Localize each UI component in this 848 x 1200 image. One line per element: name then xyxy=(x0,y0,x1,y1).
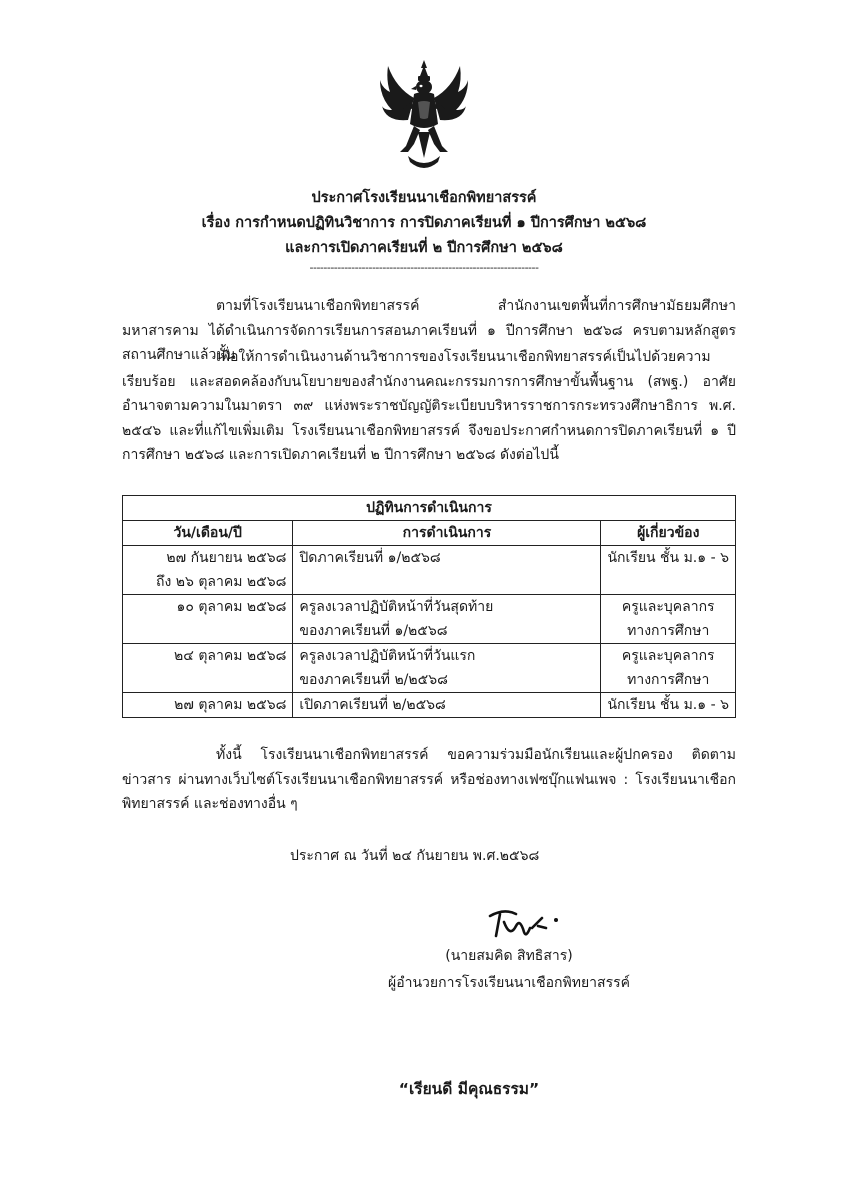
column-header-who: ผู้เกี่ยวข้อง xyxy=(601,521,736,546)
body-paragraph-2: เพื่อให้การดำเนินงานด้านวิชาการของโรงเรียนนาเชือกพิทยาสรรค์เป็นไปด้วยความเรียบร้อย และสอดคล้องกับนโยบายของสำนักงานคณะกรรมการการศึกษาขั้นพื้นฐาน (สพฐ.) อาศัยอำนาจตามความในมาตรา ๓๙ แห่งพระราชบัญญัติระเบียบบริหารราชการกระทรวงศึกษาธิการ พ.ศ. ๒๕๔๖ และที่แก้ไขเพิ่มเติม โรงเรียนนาเชือกพิทยาสรรค์ จึงขอประกาศกำหนดการปิดภาคเรียนที่ ๑ ปีการศึกษา ๒๕๖๘ และการเปิดภาคเรียนที่ ๒ ปีการศึกษา ๒๕๖๘ ดังต่อไปนี้ xyxy=(122,349,736,463)
table-cell-action xyxy=(293,644,601,693)
table-cell-action xyxy=(293,595,601,644)
who-line: นักเรียน ชั้น ม.๑ - ๖ xyxy=(607,550,729,566)
table-cell-date xyxy=(123,693,293,718)
action-line: ของภาคเรียนที่ ๒/๒๕๖๘ xyxy=(299,672,448,688)
table-cell-who xyxy=(601,693,736,718)
table-cell-action xyxy=(293,693,601,718)
signer-name: (นายสมคิด สิทธิสาร) xyxy=(445,948,573,964)
table-cell-who xyxy=(601,644,736,693)
who-line: ทางการศึกษา xyxy=(627,623,710,639)
who-line: ทางการศึกษา xyxy=(627,672,710,688)
signature-icon xyxy=(486,904,566,944)
action-line: ครูลงเวลาปฏิบัติหน้าที่วันแรก xyxy=(299,648,476,664)
who-line: ครูและบุคลากร xyxy=(621,599,715,615)
announcement-subject: เรื่อง การกำหนดปฏิทินวิชาการ การปิดภาคเรียนที่ ๑ ปีการศึกษา ๒๕๖๘ xyxy=(201,215,647,231)
date-line: ถึง ๒๖ ตุลาคม ๒๕๖๘ xyxy=(156,574,287,590)
action-line: ปิดภาคเรียนที่ ๑/๒๕๖๘ xyxy=(299,550,441,566)
table-title-row xyxy=(123,496,736,521)
announcement-title: ประกาศโรงเรียนนาเชือกพิทยาสรรค์ xyxy=(311,190,537,206)
date-line: ๒๔ ตุลาคม ๒๕๖๘ xyxy=(174,648,287,664)
table-cell-who xyxy=(601,595,736,644)
body-paragraph-3: ทั้งนี้ โรงเรียนนาเชือกพิทยาสรรค์ ขอความร่วมมือนักเรียนและผู้ปกครอง ติดตามข่าวสาร ผ่านทางเว็บไซต์โรงเรียนนาเชือกพิทยาสรรค์ หรือช่องทางเฟซบุ๊กแฟนเพจ : โรงเรียนนาเชือกพิทยาสรรค์ และช่องทางอื่น ๆ xyxy=(122,747,736,812)
announcement-subject-line2: และการเปิดภาคเรียนที่ ๒ ปีการศึกษา ๒๕๖๘ xyxy=(285,240,563,256)
action-line: ของภาคเรียนที่ ๑/๒๕๖๘ xyxy=(299,623,448,639)
action-line: ครูลงเวลาปฏิบัติหน้าที่วันสุดท้าย xyxy=(299,599,494,615)
date-line: ๑๐ ตุลาคม ๒๕๖๘ xyxy=(176,599,287,615)
who-line: ครูและบุคลากร xyxy=(621,648,715,664)
column-header-date: วัน/เดือน/ปี xyxy=(123,521,293,546)
table-row xyxy=(123,595,736,644)
column-header-action: การดำเนินการ xyxy=(293,521,601,546)
date-line: ๒๗ กันยายน ๒๕๖๘ xyxy=(166,550,287,566)
table-header-row xyxy=(123,521,736,546)
action-line: เปิดภาคเรียนที่ ๒/๒๕๖๘ xyxy=(299,697,446,713)
who-line: นักเรียน ชั้น ม.๑ - ๖ xyxy=(607,697,729,713)
table-cell-date xyxy=(123,546,293,595)
body-paragraph-1: ตามที่โรงเรียนนาเชือกพิทยาสรรค์ สำนักงานเขตพื้นที่การศึกษามัธยมศึกษามหาสารคาม ได้ดำเนินการจัดการเรียนการสอนภาคเรียนที่ ๑ ปีการศึกษา ๒๕๖๘ ครบตามหลักสูตรสถานศึกษาแล้วนั้น xyxy=(122,298,736,363)
table-row xyxy=(123,693,736,718)
signer-position: ผู้อำนวยการโรงเรียนนาเชือกพิทยาสรรค์ xyxy=(388,975,630,991)
table-row xyxy=(123,546,736,595)
table-title: ปฏิทินการดำเนินการ xyxy=(123,496,736,521)
table-cell-date xyxy=(123,595,293,644)
table-cell-date xyxy=(123,644,293,693)
schedule-table xyxy=(122,495,736,718)
garuda-emblem-icon xyxy=(378,58,470,173)
table-cell-action xyxy=(293,546,601,595)
table-cell-who xyxy=(601,546,736,595)
announcement-date: ประกาศ ณ วันที่ ๒๔ กันยายน พ.ศ.๒๕๖๘ xyxy=(290,848,540,864)
table-row xyxy=(123,644,736,693)
date-line: ๒๗ ตุลาคม ๒๕๖๘ xyxy=(174,697,287,713)
header-separator: ------------------------------------------------------------------ xyxy=(309,261,539,274)
school-motto: “เรียนดี มีคุณธรรม” xyxy=(398,1080,540,1098)
